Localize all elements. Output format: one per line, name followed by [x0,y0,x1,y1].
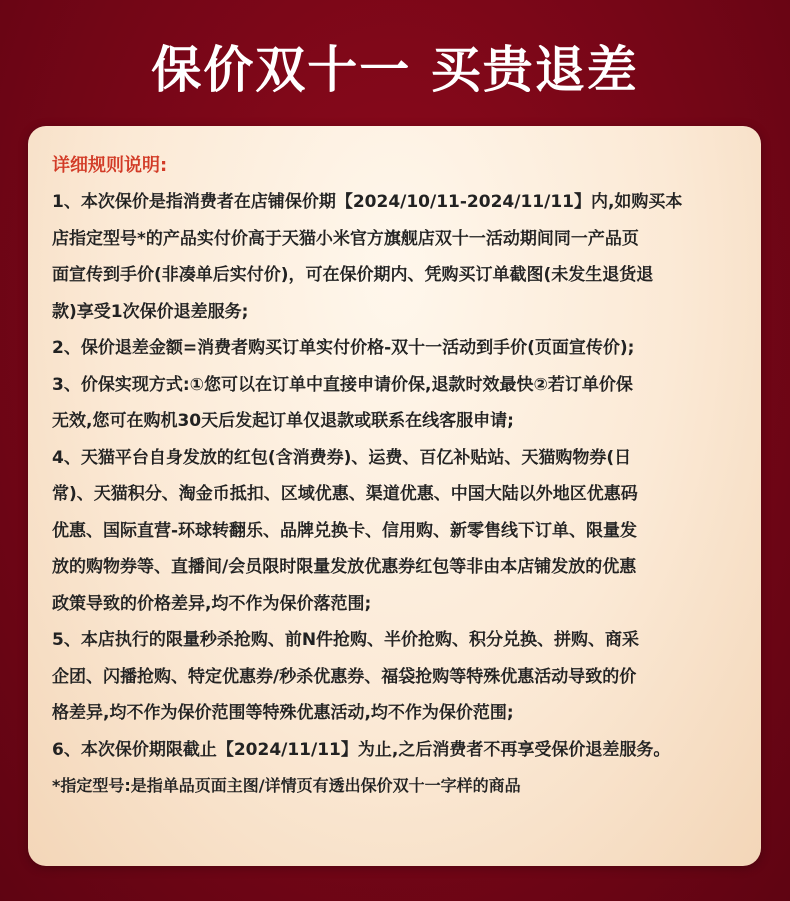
rule-line: 1、本次保价是指消费者在店铺保价期【2024/10/11-2024/11/11】内,如购买本 [52,192,683,212]
rule-line: 企团、闪播抢购、特定优惠券/秒杀优惠券、福袋抢购等特殊优惠活动导致的价 [52,666,637,687]
rule-line: 6、本次保价期限截止【2024/11/11】为止,之后消费者不再享受保价退差服务。 [52,739,671,760]
model-note: *指定型号:是指单品页面主图/详情页有透出保价双十一字样的商品 [52,776,521,795]
rule-line: 店指定型号*的产品实付价高于天猫小米官方旗舰店双十一活动期间同一产品页 [52,228,639,249]
rule-line: 优惠、国际直营-环球转翻乐、品牌兑换卡、信用购、新零售线下订单、限量发 [52,520,638,541]
rule-line: 无效,您可在购机30天后发起订单仅退款或联系在线客服申请; [52,411,514,431]
rule-line: 面宣传到手价(非凑单后实付价)，可在保价期内、凭购买订单截图(未发生退货退 [52,265,654,285]
rule-line: 常)、天猫积分、淘金币抵扣、区域优惠、渠道优惠、中国大陆以外地区优惠码 [52,484,638,504]
rule-line: 3、价保实现方式:①您可以在订单中直接申请价保,退款时效最快②若订单价保 [52,374,633,395]
rules-heading: 详细规则说明: [52,155,168,176]
rule-line: 款)享受1次保价退差服务; [52,301,249,322]
rules-card [28,126,761,866]
rule-line: 政策导致的价格差异,均不作为保价落范围; [52,593,372,614]
rule-line: 放的购物券等、直播间/会员限时限量发放优惠券红包等非由本店铺发放的优惠 [52,557,637,577]
rule-line: 2、保价退差金额=消费者购买订单实付价格-双十一活动到手价(页面宣传价); [52,338,635,358]
rule-line: 4、天猫平台自身发放的红包(含消费券)、运费、百亿补贴站、天猫购物券(日 [52,447,632,468]
rule-line: 格差异,均不作为保价范围等特殊优惠活动,均不作为保价范围; [52,703,514,723]
rule-line: 5、本店执行的限量秒杀抢购、前N件抢购、半价抢购、积分兑换、拼购、商采 [52,630,640,650]
page-title: 保价双十一 买贵退差 [151,41,639,99]
